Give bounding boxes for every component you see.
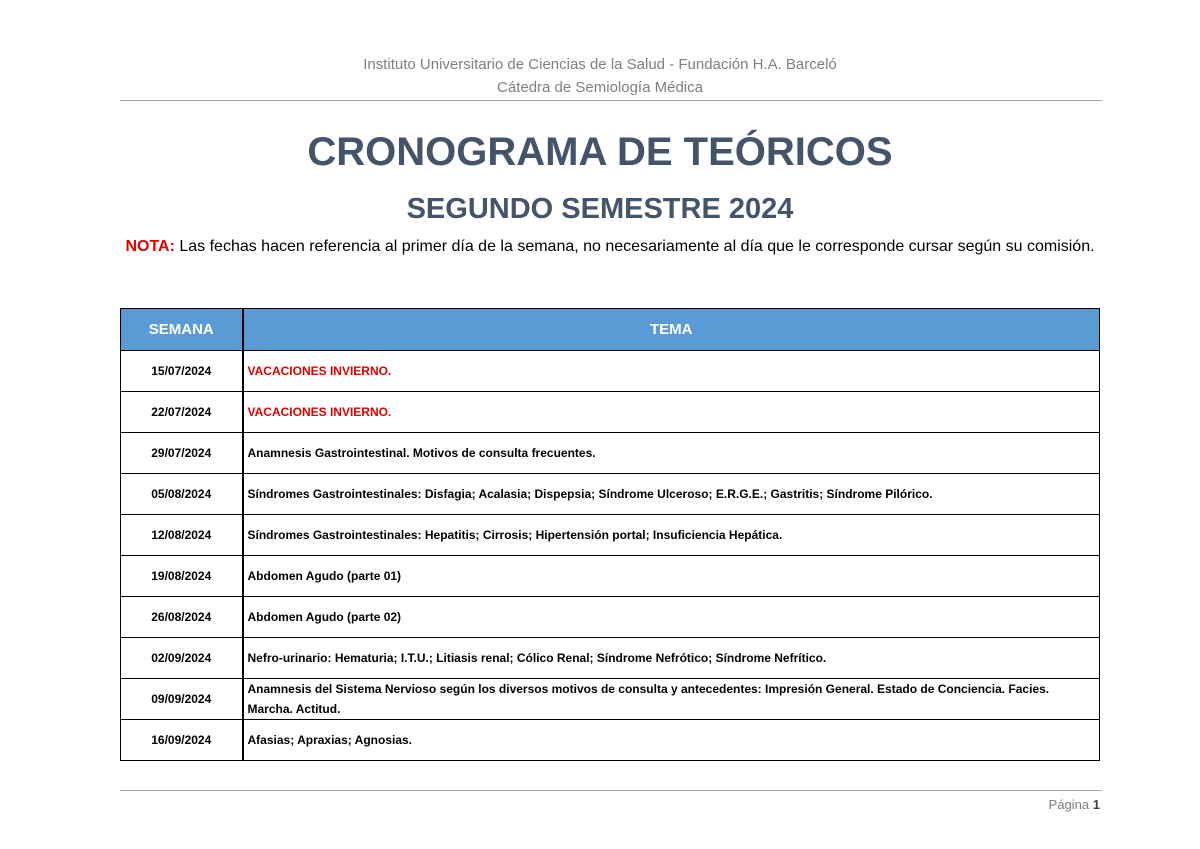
header-institution: Instituto Universitario de Ciencias de la Salud - Fundación H.A. Barceló [363,56,837,73]
schedule-table [120,308,1100,761]
week-cell: 16/09/2024 [121,720,243,761]
table-row [121,515,1100,556]
header-divider [120,100,1102,101]
week-cell: 09/09/2024 [121,679,243,720]
topic-cell: Anamnesis Gastrointestinal. Motivos de consulta frecuentes. [243,433,1100,474]
week-cell: 29/07/2024 [121,433,243,474]
page-label: Página [1048,797,1090,812]
table-row [121,474,1100,515]
table-row [121,679,1100,720]
topic-cell: Nefro-urinario: Hematuria; I.T.U.; Litiasis renal; Cólico Renal; Síndrome Nefrótico; Síndrome Nefrítico. [243,638,1100,679]
week-cell: 02/09/2024 [121,638,243,679]
topic-cell: VACACIONES INVIERNO. [243,351,1100,392]
week-cell: 05/08/2024 [121,474,243,515]
footer-divider [120,790,1102,791]
week-cell: 19/08/2024 [121,556,243,597]
topic-cell: Afasias; Apraxias; Agnosias. [243,720,1100,761]
note-label: NOTA: [125,238,175,255]
page-subtitle: SEGUNDO SEMESTRE 2024 [406,193,794,225]
note [120,234,1100,259]
column-header-week: SEMANA [121,309,243,351]
week-cell: 15/07/2024 [121,351,243,392]
page-number-value: 1 [1092,797,1100,812]
week-cell: 26/08/2024 [121,597,243,638]
column-header-topic: TEMA [243,309,1100,351]
topic-cell: Síndromes Gastrointestinales: Disfagia; Acalasia; Dispepsia; Síndrome Ulceroso; E.R.G.E.; Gastritis; Síndrome Pilórico. [243,474,1100,515]
table-row [121,556,1100,597]
page-number [1049,797,1100,812]
note-text: Las fechas hacen referencia al primer día de la semana, no necesariamente al día que le corresponde cursar según su comisión. [174,238,1095,255]
table-row [121,433,1100,474]
topic-cell: Abdomen Agudo (parte 02) [243,597,1100,638]
topic-cell: Síndromes Gastrointestinales: Hepatitis; Cirrosis; Hipertensión portal; Insuficiencia Hepática. [243,515,1100,556]
topic-cell: Anamnesis del Sistema Nervioso según los diversos motivos de consulta y antecedentes: Impresión General. Estado de Conciencia. Facies. Marcha. Actitud. [243,679,1100,720]
table-row [121,392,1100,433]
table-row [121,638,1100,679]
topic-cell: Abdomen Agudo (parte 01) [243,556,1100,597]
table-row [121,351,1100,392]
topic-cell: VACACIONES INVIERNO. [243,392,1100,433]
week-cell: 12/08/2024 [121,515,243,556]
table-header-row [121,309,1100,351]
week-cell: 22/07/2024 [121,392,243,433]
table-row [121,597,1100,638]
table-row [121,720,1100,761]
page-title: CRONOGRAMA DE TEÓRICOS [307,130,893,174]
header-chair: Cátedra de Semiología Médica [497,79,703,96]
